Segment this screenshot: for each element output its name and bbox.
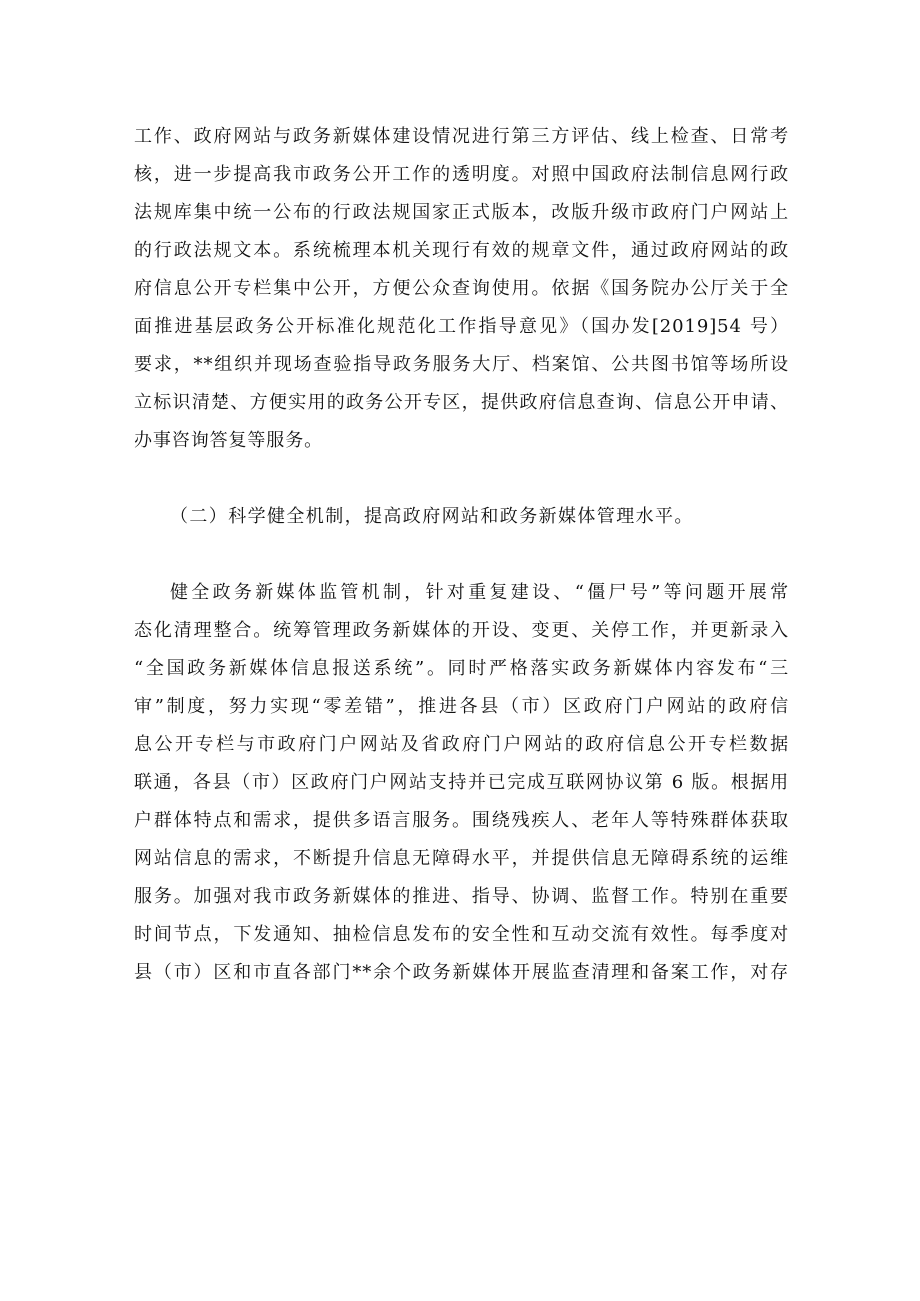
paragraph-line: 面推进基层政务公开标准化规范化工作指导意见》（国办发[2019]54 号）	[134, 316, 789, 337]
paragraph-line: 健全政务新媒体监管机制，针对重复建设、“僵尸号”等问题开展常	[170, 582, 789, 603]
paragraph-line: 网站信息的需求，不断提升信息无障碍水平，并提供信息无障碍系统的运维	[134, 848, 789, 869]
paragraph-line: 服务。加强对我市政务新媒体的推进、指导、协调、监督工作。特别在重要	[134, 886, 789, 907]
paragraph-line: 的行政法规文本。系统梳理本机关现行有效的规章文件，通过政府网站的政	[134, 240, 789, 261]
paragraph-line: 核，进一步提高我市政务公开工作的透明度。对照中国政府法制信息网行政	[134, 164, 789, 185]
paragraph-line: 要求，**组织并现场查验指导政务服务大厅、档案馆、公共图书馆等场所设	[134, 354, 789, 375]
paragraph-line: “全国政务新媒体信息报送系统”。同时严格落实政务新媒体内容发布“三	[134, 658, 789, 679]
paragraph-gap	[134, 460, 789, 498]
paragraph-2	[134, 574, 789, 992]
paragraph-gap	[134, 536, 789, 574]
paragraph-line: 审”制度，努力实现“零差错”，推进各县（市）区政府门户网站的政府信	[134, 696, 789, 717]
paragraph-line: 工作、政府网站与政务新媒体建设情况进行第三方评估、线上检查、日常考	[134, 126, 789, 147]
paragraph-line: 户群体特点和需求，提供多语言服务。围绕残疾人、老年人等特殊群体获取	[134, 810, 789, 831]
section-heading: （二）科学健全机制，提高政府网站和政务新媒体管理水平。	[170, 506, 694, 527]
paragraph-line: 立标识清楚、方便实用的政务公开专区，提供政府信息查询、信息公开申请、	[134, 392, 789, 413]
paragraph-1	[134, 118, 789, 460]
paragraph-line: 办事咨询答复等服务。	[134, 430, 323, 451]
paragraph-line: 时间节点，下发通知、抽检信息发布的安全性和互动交流有效性。每季度对	[134, 924, 789, 945]
document-body	[134, 118, 789, 992]
paragraph-line: 息公开专栏与市政府门户网站及省政府门户网站的政府信息公开专栏数据	[134, 734, 789, 755]
paragraph-line: 联通，各县（市）区政府门户网站支持并已完成互联网协议第 6 版。根据用	[134, 772, 789, 793]
paragraph-line: 府信息公开专栏集中公开，方便公众查询使用。依据《国务院办公厅关于全	[134, 278, 789, 299]
paragraph-line: 态化清理整合。统筹管理政务新媒体的开设、变更、关停工作，并更新录入	[134, 620, 789, 641]
paragraph-line: 法规库集中统一公布的行政法规国家正式版本，改版升级市政府门户网站上	[134, 202, 789, 223]
paragraph-line: 县（市）区和市直各部门**余个政务新媒体开展监查清理和备案工作，对存	[134, 962, 789, 983]
